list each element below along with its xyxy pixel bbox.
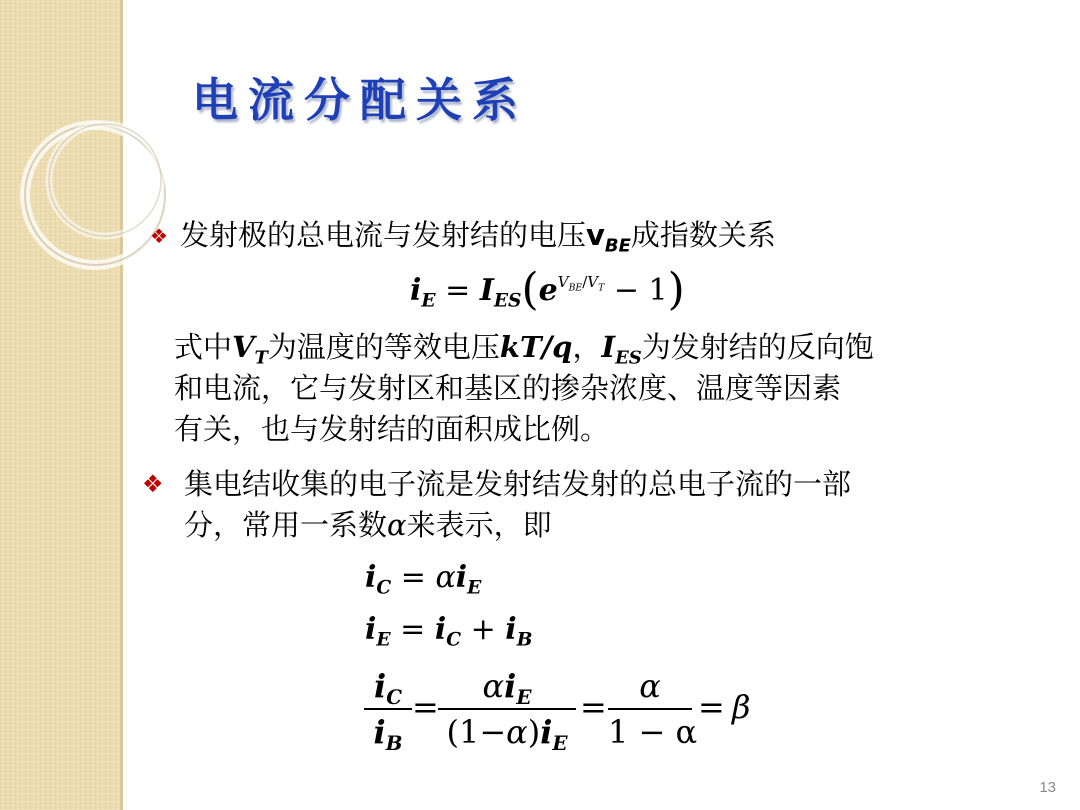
equation-current-sum: $i_E = i_C + i_B$ xyxy=(365,612,533,651)
explanation-line-1: 式中$V_T$为温度的等效电压kT/q，$I_{ES}$为发射结的反向饱 xyxy=(174,330,874,369)
fraction-alpha-ie-over-expression: $\alpha i_E$ $(1-\alpha)i_E$ xyxy=(438,670,576,748)
bullet2-text xyxy=(184,464,851,546)
equals-sign-1: = xyxy=(412,688,439,726)
fraction-alpha-over-one-minus-alpha: $\frac{\alpha}{1 - \alpha}$ xyxy=(608,667,698,751)
equation-collector-current: $i_C = \alpha i_E$ xyxy=(365,560,482,599)
page-number: 13 xyxy=(1039,779,1056,796)
page-title: 电流分配关系 xyxy=(192,73,528,127)
equation-emitter-current: $i_E = I_{ES}(e^{V_{BE}/V_T} - 1)$ xyxy=(410,264,685,315)
diamond-bullet-icon: ❖ xyxy=(142,470,164,498)
bullet2-line-1: 集电结收集的电子流是发射结发射的总电子流的一部 xyxy=(184,467,852,501)
bullet1-text: 发射极的总电流与发射结的电压$v_{BE}$成指数关系 xyxy=(180,218,776,257)
explanation-line-3: 有关，也与发射结的面积成比例。 xyxy=(174,412,610,446)
diamond-bullet-icon: ❖ xyxy=(150,224,168,248)
equals-sign-2: = xyxy=(580,688,607,726)
explanation-line-2: 和电流，它与发射区和基区的掺杂浓度、温度等因素 xyxy=(174,371,842,405)
explanation-paragraph xyxy=(174,327,874,450)
fraction-ic-over-ib: $\frac{i_C}{i_B}$ xyxy=(364,670,412,748)
beta-symbol: β xyxy=(732,688,751,726)
decorative-rings xyxy=(0,0,240,330)
bullet2-line-2: 分，常用一系数α来表示，即 xyxy=(184,508,552,542)
equals-sign-3: = xyxy=(698,688,725,726)
